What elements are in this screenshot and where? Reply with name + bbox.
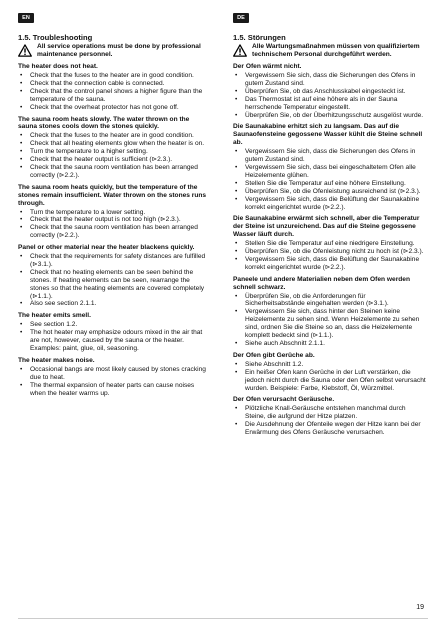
check-list (18, 72, 210, 112)
issue-title: The sauna room heats slowly. The water thrown on the sauna stones cools down the stones quickly. (18, 115, 190, 131)
issue-block (18, 63, 210, 111)
issue-title: The heater makes noise. (18, 356, 95, 364)
issue-block (18, 357, 210, 398)
issue-block (233, 63, 427, 119)
check-item: • Das Thermostat ist auf eine höhere als in der Sauna herrschende Temperatur eingestellt. (245, 96, 427, 112)
check-item: • Vergewissern Sie sich, dass die Sicherungen des Ofens in gutem Zustand sind. (245, 72, 427, 88)
check-item: • Überprüfen Sie, ob die Ofenleistung ausreichend ist (⊳2.3.). (245, 188, 427, 196)
issue-title: Die Saunakabine erhitzt sich zu langsam. Das auf die Saunaofensteine gegossene Wasser kühlt die Steine schnell ab. (233, 123, 423, 147)
issue-title: Der Ofen gibt Gerüche ab. (233, 351, 315, 359)
check-item: • Vergewissern Sie sich, dass die Belüftung der Saunakabine korrekt eingerichtet wurde (⊳2.2.). (245, 256, 427, 272)
check-item: • Stellen Sie die Temperatur auf eine höhere Einstellung. (245, 180, 427, 188)
troubleshooting-list (18, 63, 210, 397)
check-item: • Check that all heating elements glow when the heater is on. (30, 140, 210, 148)
check-item: • Überprüfen Sie, ob die Ofenleistung nicht zu hoch ist (⊳2.3.). (245, 248, 427, 256)
check-item: • Vergewissern Sie sich, dass die Sicherungen des Ofens in gutem Zustand sind. (245, 148, 427, 164)
check-item: • Stellen Sie die Temperatur auf eine niedrigere Einstellung. (245, 240, 427, 248)
check-item: • Vergewissern Sie sich, dass die Belüftung der Saunakabine korrekt eingerichtet wurde (⊳2.2.). (245, 196, 427, 212)
check-list (18, 132, 210, 179)
check-item: • Die Ausdehnung der Ofenteile wegen der Hitze kann bei der Erwärmung des Ofens Geräusche verursachen. (245, 421, 427, 437)
check-list (18, 321, 210, 353)
check-item: • Check that the sauna room ventilation has been arranged correctly (⊳2.2.). (30, 164, 210, 180)
check-item: • Also see section 2.1.1. (30, 300, 210, 308)
issue-title: Paneele und andere Materialien neben dem Ofen werden schnell schwarz. (233, 275, 410, 291)
warning-icon (233, 44, 247, 57)
check-item: • Check that the connection cable is connected. (30, 80, 210, 88)
troubleshooting-list (233, 63, 427, 437)
issue-block (233, 396, 427, 437)
issue-title: The heater emits smell. (18, 312, 91, 320)
left-column (18, 34, 210, 401)
issue-block (233, 276, 427, 348)
check-item: • Ein heißer Ofen kann Gerüche in der Luft verstärken, die jedoch nicht durch die Sauna oder den Ofen selbst verursacht wurden. Beispiele: Farbe, Klebstoff, Öl, Würzmittel. (245, 369, 427, 393)
check-item: • See section 1.2. (30, 321, 210, 329)
issue-block (233, 215, 427, 271)
check-list (233, 405, 427, 437)
right-column (233, 34, 427, 441)
check-item: • The hot heater may emphasize odours mixed in the air that are not, however, caused by the sauna or the heater. Examples: paint, glue, oil, seasoning. (30, 329, 210, 353)
check-item: • Check that the fuses to the heater are in good condition. (30, 132, 210, 140)
issue-block (233, 352, 427, 393)
check-item: • Siehe auch Abschnitt 2.1.1. (245, 340, 427, 348)
issue-title: Die Saunakabine erwärmt sich schnell, aber die Temperatur der Steine ist unzureichend. Das auf die Steine gegossene Wasser läuft durch. (233, 215, 420, 239)
issue-block (18, 116, 210, 180)
check-list (18, 366, 210, 398)
check-item: • Plötzliche Knall-Geräusche entstehen manchmal durch Steine, die aufgrund der Hitze platzen. (245, 405, 427, 421)
check-item: • Vergewissern Sie sich, dass hinter den Steinen keine Heizelemente zu sehen sind. Wenn Heizelemente zu sehen sind, ordnen Sie die Steine so an, dass die Heizelemente komplett bedeckt sind (⊳1.1.). (245, 308, 427, 340)
check-item: • Check that the overheat protector has not gone off. (30, 104, 210, 112)
issue-block (233, 123, 427, 211)
check-list (18, 253, 210, 308)
warning-box (18, 43, 210, 58)
section-title: 1.5. Störungen (233, 33, 286, 42)
check-item: • The thermal expansion of heater parts can cause noises when the heater warms up. (30, 382, 210, 398)
check-list (233, 240, 427, 272)
issue-block (18, 312, 210, 353)
issue-block (18, 184, 210, 240)
issue-title: The sauna room heats quickly, but the temperature of the stones remain insufficient. Water thrown on the stones runs through. (18, 183, 207, 207)
footer-divider (18, 618, 428, 619)
warning-icon (18, 44, 32, 57)
issue-title: Der Ofen wärmt nicht. (233, 63, 302, 71)
warning-text: All service operations must be done by professional maintenance personnel. (37, 42, 201, 58)
check-item: • Check that the sauna room ventilation has been arranged correctly (⊳2.2.). (30, 224, 210, 240)
issue-title: The heater does not heat. (18, 63, 98, 71)
check-item: • Überprüfen Sie, ob das Anschlusskabel eingesteckt ist. (245, 88, 427, 96)
language-tab-de: DE (233, 13, 249, 23)
check-item: • Überprüfen Sie, ob die Anforderungen für Sicherheitsabstände eingehalten werden (⊳3.1.). (245, 293, 427, 309)
check-item: • Check that the heater output is sufficient (⊳2.3.). (30, 156, 210, 164)
issue-title: Panel or other material near the heater blackens quickly. (18, 244, 195, 252)
check-item: • Turn the temperature to a lower setting. (30, 209, 210, 217)
check-item: • Check that no heating elements can be seen behind the stones. If heating elements can be seen, rearrange the stones so that the heating elements are covered completely (⊳1.1.). (30, 269, 210, 301)
check-list (233, 72, 427, 119)
check-item: • Check that the heater output is not too high (⊳2.3.). (30, 216, 210, 224)
check-item: • Check that the fuses to the heater are in good condition. (30, 72, 210, 80)
check-item: • Check that the control panel shows a higher figure than the temperature of the sauna. (30, 88, 210, 104)
issue-title: Der Ofen verursacht Geräusche. (233, 396, 335, 404)
page-number: 19 (416, 604, 424, 611)
check-list (233, 361, 427, 393)
check-item: • Occasional bangs are most likely caused by stones cracking due to heat. (30, 366, 210, 382)
check-list (233, 148, 427, 211)
issue-block (18, 244, 210, 308)
check-item: • Siehe Abschnitt 1.2. (245, 361, 427, 369)
check-item: • Check that the requirements for safety distances are fulfilled (⊳3.1.). (30, 253, 210, 269)
check-item: • Turn the temperature to a higher setting. (30, 148, 210, 156)
warning-box (233, 43, 427, 58)
check-item: • Vergewissern Sie sich, dass bei eingeschaltetem Ofen alle Heizelemente glühen. (245, 164, 427, 180)
check-item: • Überprüfen Sie, ob der Überhitzungsschutz ausgelöst wurde. (245, 112, 427, 120)
check-list (233, 293, 427, 348)
language-tab-en: EN (18, 13, 34, 23)
section-title: 1.5. Troubleshooting (18, 33, 93, 42)
warning-text: Alle Wartungsmaßnahmen müssen von qualifiziertem technischem Personal durchgeführt werden. (252, 42, 420, 58)
check-list (18, 209, 210, 241)
